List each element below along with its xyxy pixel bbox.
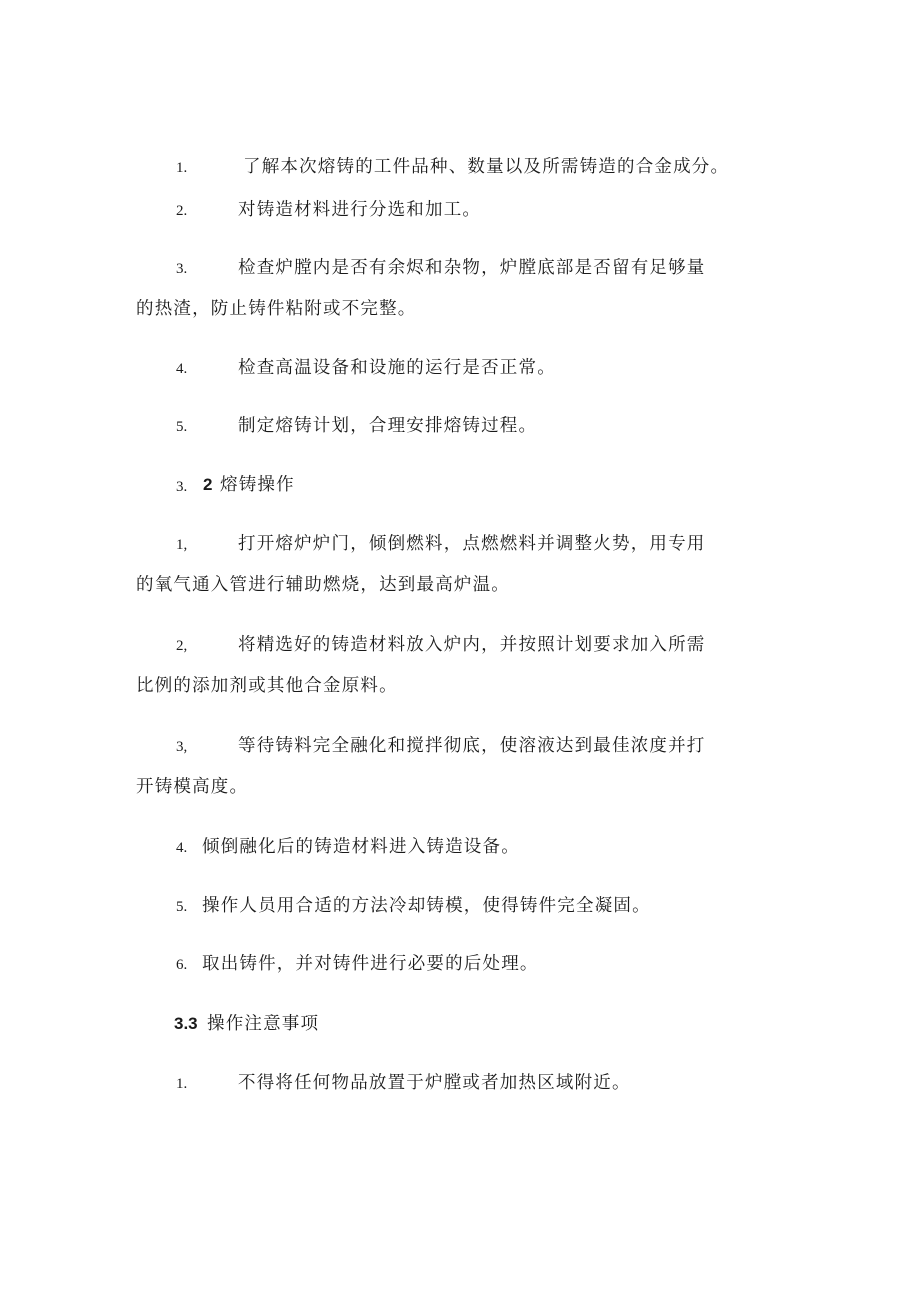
section-heading-title: 熔铸操作	[220, 475, 295, 495]
list-item-text: 操作人员用合适的方法冷却铸模，使得铸件完全凝固。	[202, 896, 651, 916]
list-item-number: 2,	[176, 638, 188, 654]
list-item-text: 了解本次熔铸的工件品种、数量以及所需铸造的合金成分。	[243, 157, 730, 177]
list-item-continuation: 的热渣，防止铸件粘附或不完整。	[136, 299, 417, 319]
list-item-text: 对铸造材料进行分选和加工。	[238, 200, 482, 220]
list-item-number: 1.	[176, 1076, 188, 1092]
list-item-number: 5.	[176, 419, 188, 435]
list-item-continuation: 开铸模高度。	[136, 777, 249, 797]
list-item-text: 检查高温设备和设施的运行是否正常。	[238, 358, 556, 378]
list-item-number: 2.	[176, 203, 188, 219]
section-heading-prefix: 3.	[176, 479, 188, 495]
section-heading-number: 3.3	[174, 1014, 198, 1033]
list-item-number: 1.	[176, 160, 188, 176]
list-item-number: 3.	[176, 261, 188, 277]
section-heading-title: 操作注意事项	[207, 1014, 320, 1034]
list-item-text: 倾倒融化后的铸造材料进入铸造设备。	[202, 837, 520, 857]
list-item-text: 不得将任何物品放置于炉膛或者加热区域附近。	[238, 1073, 631, 1093]
list-item-number: 3,	[176, 739, 188, 755]
list-item-number: 4.	[176, 840, 188, 856]
list-item-number: 6.	[176, 957, 188, 973]
list-item-continuation: 的氧气通入管进行辅助燃烧，达到最高炉温。	[136, 575, 510, 595]
list-item-text: 打开熔炉炉门，倾倒燃料，点燃燃料并调整火势，用专用	[238, 534, 706, 554]
list-item-text: 制定熔铸计划，合理安排熔铸过程。	[238, 416, 538, 436]
section-heading-number: 2	[203, 475, 213, 494]
list-item-number: 4.	[176, 361, 188, 377]
list-item-text: 取出铸件，并对铸件进行必要的后处理。	[202, 954, 539, 974]
list-item-text: 等待铸料完全融化和搅拌彻底，使溶液达到最佳浓度并打	[238, 736, 706, 756]
list-item-continuation: 比例的添加剂或其他合金原料。	[136, 676, 398, 696]
list-item-text: 将精选好的铸造材料放入炉内，并按照计划要求加入所需	[238, 635, 706, 655]
list-item-text: 检查炉膛内是否有余烬和杂物，炉膛底部是否留有足够量	[238, 258, 706, 278]
list-item-number: 5.	[176, 899, 188, 915]
list-item-number: 1,	[176, 537, 188, 553]
